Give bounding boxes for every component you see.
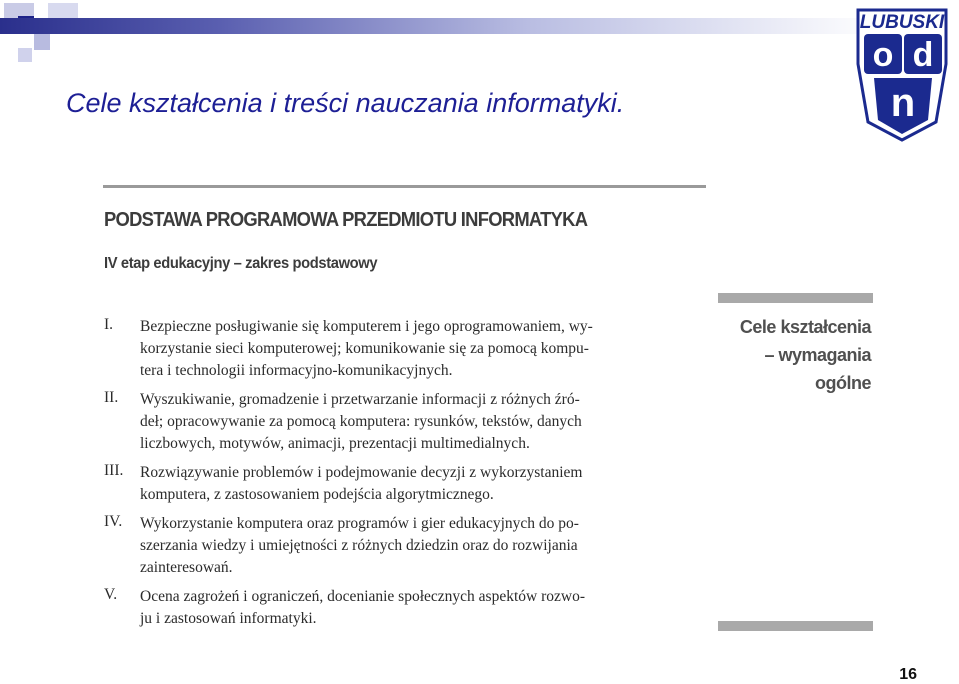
goal-text-line: Rozwiązywanie problemów i podejmowanie decyzji z wykorzystaniem <box>140 464 583 481</box>
goal-number: II. <box>104 389 119 406</box>
side-label-line: ogólne <box>815 373 871 393</box>
decor-square <box>34 34 50 50</box>
svg-text:d: d <box>912 36 934 74</box>
goal-item <box>104 586 706 630</box>
goal-text-line: Bezpieczne posługiwanie się komputerem i jego oprogramowaniem, wy- <box>140 318 593 335</box>
goal-item <box>104 389 706 455</box>
goal-text-line: tera i technologii informacyjno-komunikacyjnych. <box>140 362 453 379</box>
goal-text <box>140 586 706 630</box>
goal-text-line: komputera, z zastosowaniem podejścia algorytmicznego. <box>140 486 494 503</box>
goal-number: I. <box>104 316 114 333</box>
side-label-line: Cele kształcenia <box>739 317 871 337</box>
side-label <box>740 313 871 397</box>
svg-text:LUBUSKI: LUBUSKI <box>859 12 945 33</box>
goal-item <box>104 316 706 382</box>
side-label-line: – wymagania <box>764 345 871 365</box>
goals-list <box>104 316 706 637</box>
decor-square <box>18 48 32 62</box>
goal-text-line: ju i zastosowań informatyki. <box>140 610 317 627</box>
goal-text <box>140 513 706 579</box>
top-rule <box>103 185 706 188</box>
goal-number: III. <box>104 462 124 479</box>
goal-text <box>140 462 706 506</box>
svg-text:n: n <box>890 81 916 125</box>
side-label-panel <box>718 293 873 631</box>
header-gradient-bar <box>0 18 880 34</box>
goal-text <box>140 316 706 382</box>
curriculum-scan <box>100 185 706 625</box>
lubuski-odn-logo <box>852 4 952 144</box>
goal-text-line: liczbowych, motywów, animacji, prezentacji multimedialnych. <box>140 435 530 452</box>
goal-text <box>140 389 706 455</box>
goal-text-line: Wyszukiwanie, gromadzenie i przetwarzanie informacji z różnych źró- <box>140 391 580 408</box>
goal-text-line: zainteresowań. <box>140 559 233 576</box>
slide-title: Cele kształcenia i treści nauczania informatyki. <box>66 88 625 118</box>
document-subheading: IV etap edukacyjny – zakres podstawowy <box>104 255 378 272</box>
goal-text-line: deł; opracowywanie za pomocą komputera: rysunków, tekstów, danych <box>140 413 582 430</box>
svg-text:o: o <box>872 36 894 74</box>
goal-text-line: korzystanie sieci komputerowej; komunikowanie się za pomocą kompu- <box>140 340 589 357</box>
goal-item <box>104 462 706 506</box>
side-bar-top <box>718 293 873 303</box>
goal-number: V. <box>104 586 118 603</box>
goal-text-line: szerzania wiedzy i umiejętności z różnych dziedzin oraz do rozwijania <box>140 537 578 554</box>
goal-number: IV. <box>104 513 123 530</box>
goal-text-line: Wykorzystanie komputera oraz programów i gier edukacyjnych do po- <box>140 515 579 532</box>
goal-text-line: Ocena zagrożeń i ograniczeń, docenianie społecznych aspektów rozwo- <box>140 588 585 605</box>
goal-item <box>104 513 706 579</box>
side-bar-bottom <box>718 621 873 631</box>
page-number: 16 <box>899 666 917 683</box>
document-heading: PODSTAWA PROGRAMOWA PRZEDMIOTU INFORMATYKA <box>104 209 588 231</box>
